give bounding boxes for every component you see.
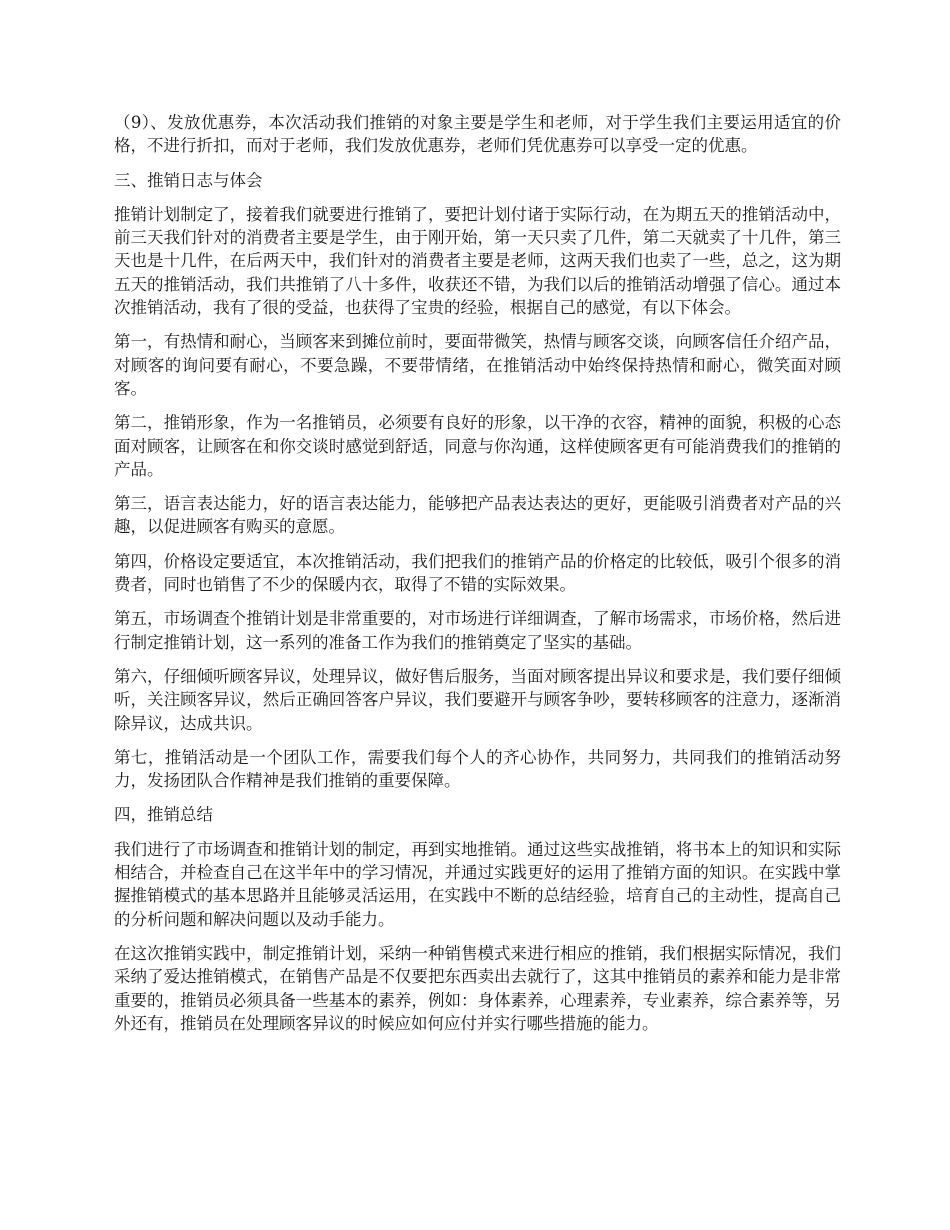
paragraph-sales-log: 推销计划制定了，接着我们就要进行推销了，要把计划付诸于实际行动，在为期五天的推销活动中，前三天我们针对的消费者主要是学生，由于刚开始，第一天只卖了几件，第二天就卖了十几件，第三天也是十几件，在后两天中，我们针对的消费者主要是老师，这两天我们也卖了一些，总之，这为期五天的推销活动，我们共推销了八十多件，收获还不错，为我们以后的推销活动增强了信心。通过本次推销活动，我有了很的受益，也获得了宝贵的经验，根据自己的感觉，有以下体会。 — [114, 204, 841, 318]
paragraph-point-4: 第四，价格设定要适宜，本次推销活动，我们把我们的推销产品的价格定的比较低，吸引个很多的消费者，同时也销售了不少的保暖内衣，取得了不错的实际效果。 — [114, 551, 841, 595]
paragraph-summary-1: 我们进行了市场调查和推销计划的制定，再到实地推销。通过这些实战推销，将书本上的知识和实际相结合，并检查自己在这半年中的学习情况，并通过实践更好的运用了推销方面的知识。在实践中掌握推销模式的基本思路并且能够灵活运用，在实践中不断的总结经验，培育自己的主动性，提高自己的分析问题和解决问题以及动手能力。 — [114, 839, 841, 929]
section-heading-log: 三、推销日志与体会 — [114, 170, 263, 190]
paragraph-point-7: 第七，推销活动是一个团队工作，需要我们每个人的齐心协作，共同努力，共同我们的推销活动努力，发扬团队合作精神是我们推销的重要保障。 — [114, 747, 841, 791]
paragraph-point-5: 第五，市场调查个推销计划是非常重要的，对市场进行详细调查，了解市场需求，市场价格，然后进行制定推销计划，这一系列的准备工作为我们的推销奠定了坚实的基础。 — [114, 609, 841, 652]
paragraph-point-1: 第一，有热情和耐心，当顾客来到摊位前时，要面带微笑，热情与顾客交谈，向顾客信任介绍产品，对顾客的询问要有耐心，不要急躁，不要带情绪，在推销活动中始终保持热情和耐心，微笑面对顾客。 — [114, 332, 841, 398]
paragraph-point-2: 第二，推销形象，作为一名推销员，必须要有良好的形象，以干净的衣容，精神的面貌，积极的心态面对顾客，让顾客在和你交谈时感觉到舒适，同意与你沟通，这样使顾客更有可能消费我们的推销的产品。 — [114, 413, 841, 479]
paragraph-point-3: 第三，语言表达能力，好的语言表达能力，能够把产品表达表达的更好，更能吸引消费者对产品的兴趣，以促进顾客有购买的意愿。 — [114, 494, 841, 537]
paragraph-summary-2: 在这次推销实践中，制定推销计划，采纳一种销售模式来进行相应的推销，我们根据实际情况，我们采纳了爱达推销模式，在销售产品是不仅要把东西卖出去就行了，这其中推销员的素养和能力是非常重要的，推销员必须具备一些基本的素养，例如：身体素养，心理素养，专业素养，综合素养等，另外还有，推销员在处理顾客异议的时候应如何应付并实行哪些措施的能力。 — [114, 943, 841, 1033]
section-heading-summary: 四，推销总结 — [114, 805, 213, 825]
document-page — [114, 111, 841, 1046]
paragraph-coupons: （9）、发放优惠券，本次活动我们推销的对象主要是学生和老师，对于学生我们主要运用适宜的价格，不进行折扣，而对于老师，我们发放优惠券，老师们凭优惠券可以享受一定的优惠。 — [114, 113, 841, 156]
paragraph-point-6: 第六，仔细倾听顾客异议，处理异议，做好售后服务，当面对顾客提出异议和要求是，我们要仔细倾听，关注顾客异议，然后正确回答客户异议，我们要避开与顾客争吵，要转移顾客的注意力，逐渐消除异议，达成共识。 — [114, 666, 841, 733]
